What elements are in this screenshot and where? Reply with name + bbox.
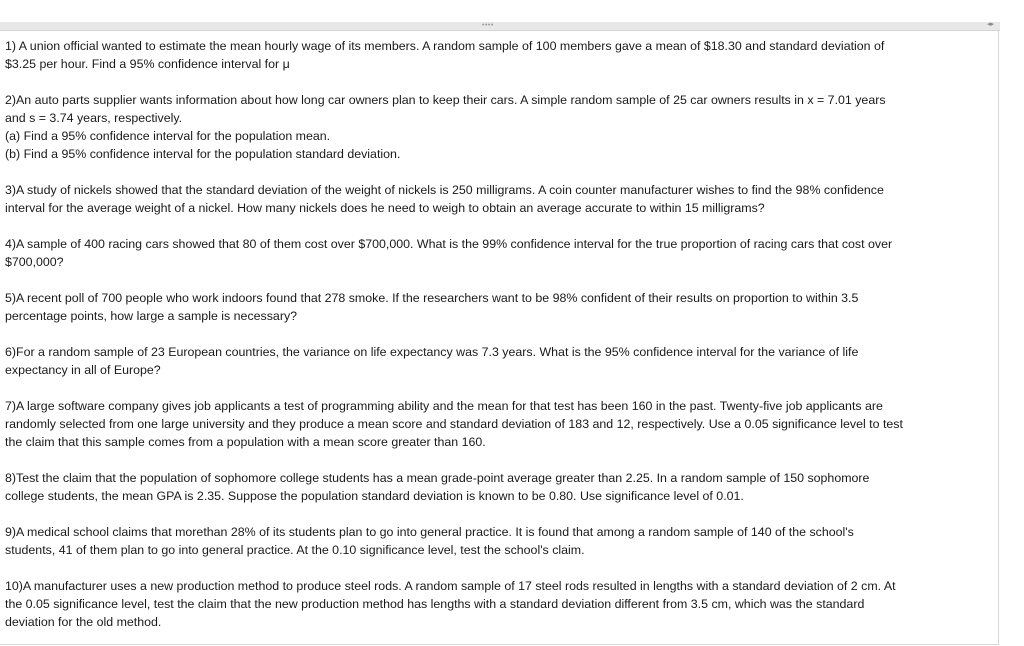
question-text-line: 5)A recent poll of 700 people who work indoors found that 278 smoke. If the researchers want to be 98% confident of their results on proportion to within 3.5 [5, 291, 859, 305]
question-text-line: 7)A large software company gives job applicants a test of programming ability and the mean for that test has been 160 in the past. Twenty-five job applicants are [5, 399, 883, 413]
question-text-line: 1) A union official wanted to estimate the mean hourly wage of its members. A random sample of 100 members gave a mean of $18.30 and standard deviation of [5, 39, 885, 53]
question-8 [5, 469, 992, 505]
question-10 [5, 577, 992, 631]
question-text-line: $700,000? [5, 255, 64, 269]
question-text-line: college students, the mean GPA is 2.35. Suppose the population standard deviation is known to be 0.80. Use significance level of 0.01. [5, 489, 744, 503]
question-text-line: the claim that this sample comes from a population with a mean score greater than 160. [5, 435, 486, 449]
question-text-line: randomly selected from one large university and they produce a mean score and standard deviation of 183 and 12, respectively. Use a 0.05 significance level to test [5, 417, 903, 431]
question-9 [5, 523, 992, 559]
question-text-line: 2)An auto parts supplier wants information about how long car owners plan to keep their cars. A simple random sample of 25 car owners results in x = 7.01 years [5, 93, 886, 107]
question-text-line: 3)A study of nickels showed that the standard deviation of the weight of nickels is 250 milligrams. A coin counter manufacturer wishes to find the 98% confidence [5, 183, 884, 197]
question-text-line: students, 41 of them plan to go into general practice. At the 0.10 significance level, test the school's claim. [5, 543, 585, 557]
question-text-line: deviation for the old method. [5, 615, 162, 629]
question-text-line: percentage points, how large a sample is necessary? [5, 309, 298, 323]
question-4 [5, 235, 992, 271]
question-text-line: and s = 3.74 years, respectively. [5, 111, 183, 125]
question-text-line: (a) Find a 95% confidence interval for the population mean. [5, 129, 331, 143]
question-text-line: 6)For a random sample of 23 European countries, the variance on life expectancy was 7.3 years. What is the 95% confidence interval for the variance of life [5, 345, 859, 359]
question-6 [5, 343, 992, 379]
document-body [0, 31, 999, 645]
question-text-line: 10)A manufacturer uses a new production method to produce steel rods. A random sample of 17 steel rods resulted in lengths with a standard deviation of 2 cm. At [5, 579, 896, 593]
question-text-line: 9)A medical school claims that morethan 28% of its students plan to go into general practice. It is found that among a random sample of 140 of the school's [5, 525, 854, 539]
question-text-line: the 0.05 significance level, test the claim that the new production method has lengths with a standard deviation different from 3.5 cm, which was the standard [5, 597, 865, 611]
drag-handle-icon[interactable]: •••• [482, 22, 494, 29]
expand-icon[interactable]: ◂▸ [986, 21, 994, 28]
question-2 [5, 91, 992, 163]
question-text-line: expectancy in all of Europe? [5, 363, 161, 377]
question-text-line: 4)A sample of 400 racing cars showed that 80 of them cost over $700,000. What is the 99% confidence interval for the true proportion of racing cars that cost over [5, 237, 893, 251]
document-toolbar [0, 22, 1000, 31]
question-7 [5, 397, 992, 451]
question-5 [5, 289, 992, 325]
question-text-line: 8)Test the claim that the population of sophomore college students has a mean grade-point average greater than 2.25. In a random sample of 150 sophomore [5, 471, 870, 485]
question-3 [5, 181, 992, 217]
question-text-line: interval for the average weight of a nickel. How many nickels does he need to weigh to obtain an average accurate to within 15 milligrams? [5, 201, 765, 215]
question-text-line: $3.25 per hour. Find a 95% confidence interval for μ [5, 57, 290, 71]
question-1 [5, 37, 992, 73]
question-text-line: (b) Find a 95% confidence interval for the population standard deviation. [5, 147, 401, 161]
